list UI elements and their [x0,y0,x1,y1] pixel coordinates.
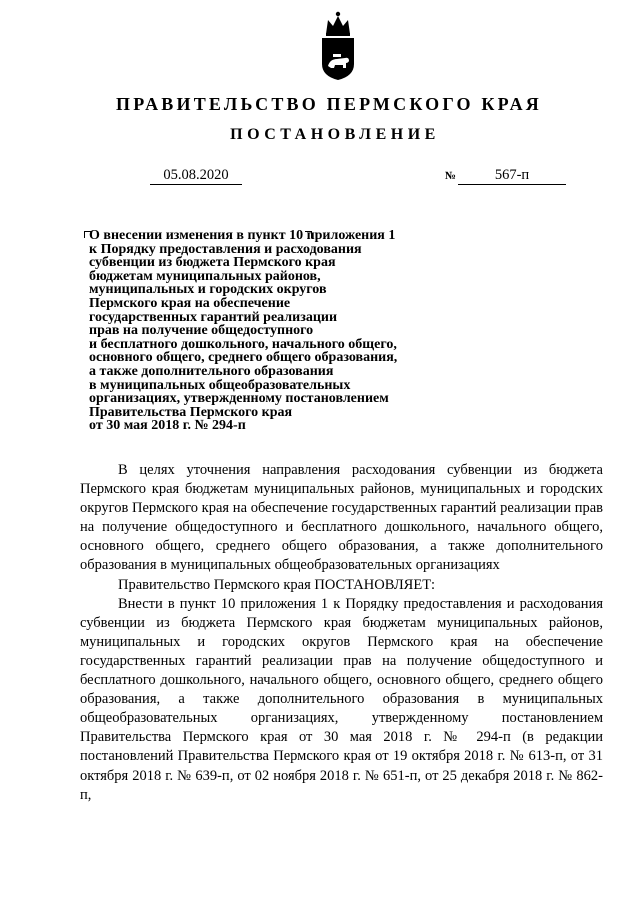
number-sign: № [445,170,457,182]
document-type: ПОСТАНОВЛЕНИЕ [230,126,440,143]
document-body [80,461,603,805]
document-date: 05.08.2020 [150,166,242,185]
organization-title: ПРАВИТЕЛЬСТВО ПЕРМСКОГО КРАЯ [116,94,542,114]
subject-line: а также дополнительного образования [89,363,334,379]
subject-line: в муниципальных общеобразовательных [89,377,351,393]
coat-of-arms-icon [318,10,358,82]
subject-line: бюджетам муниципальных районов, [89,268,321,284]
subject-line: О внесении изменения в пункт 10 приложения 1 [89,228,396,243]
subject-line: организациях, утвержденному постановлением [89,391,389,407]
subject-line: Правительства Пермского края [89,404,293,420]
subject-line: муниципальных и городских округов [89,282,327,298]
subject-line: субвенции из бюджета Пермского края [89,255,336,271]
subject-line: государственных гарантий реализации [89,309,338,325]
document-number: 567-п [458,166,566,185]
operative-paragraph: Внести в пункт 10 приложения 1 к Порядку предоставления и расходования субвенции из бюджета Пермского края бюджетам муниципальных районов, муниципальных и городских округов Пермского края на обеспечение государственных гарантий реализации прав на получение общедоступного и бесплатного дошкольного, начального общего, основного общего, среднего общего образования, а также дополнительного образования в муниципальных общеобразовательных организациях, утвержденному постановлением Правительства Пермского края от 30 мая 2018 г. № 294-п (в редакции постановлений Правительства Пермского края от 19 октября 2018 г. № 613-п, от 31 октября 2018 г. № 639-п, от 02 ноября 2018 г. № 651-п, от 25 декабря 2018 г. № 862-п, [80,595,603,803]
document-subject [89,229,449,433]
decree-line: Правительство Пермского края ПОСТАНОВЛЯЕТ: [118,576,436,593]
subject-line: Пермского края на обеспечение [89,295,291,311]
subject-line: к Порядку предоставления и расходования [89,241,362,257]
subject-line: прав на получение общедоступного [89,323,314,339]
subject-line: основного общего, среднего общего образования, [89,350,398,366]
preamble-paragraph: В целях уточнения направления расходования субвенции из бюджета Пермского края бюджетам муниципальных районов, муниципальных и городских округов Пермского края на обеспечение государственных гарантий реализации прав на получение общедоступного и бесплатного дошкольного, начального общего, основного общего, среднего общего образования, а также дополнительного образования в муниципальных общеобразовательных организациях [80,462,603,574]
subject-line: и бесплатного дошкольного, начального общего, [89,336,397,352]
subject-line: от 30 мая 2018 г. № 294-п [89,418,246,434]
